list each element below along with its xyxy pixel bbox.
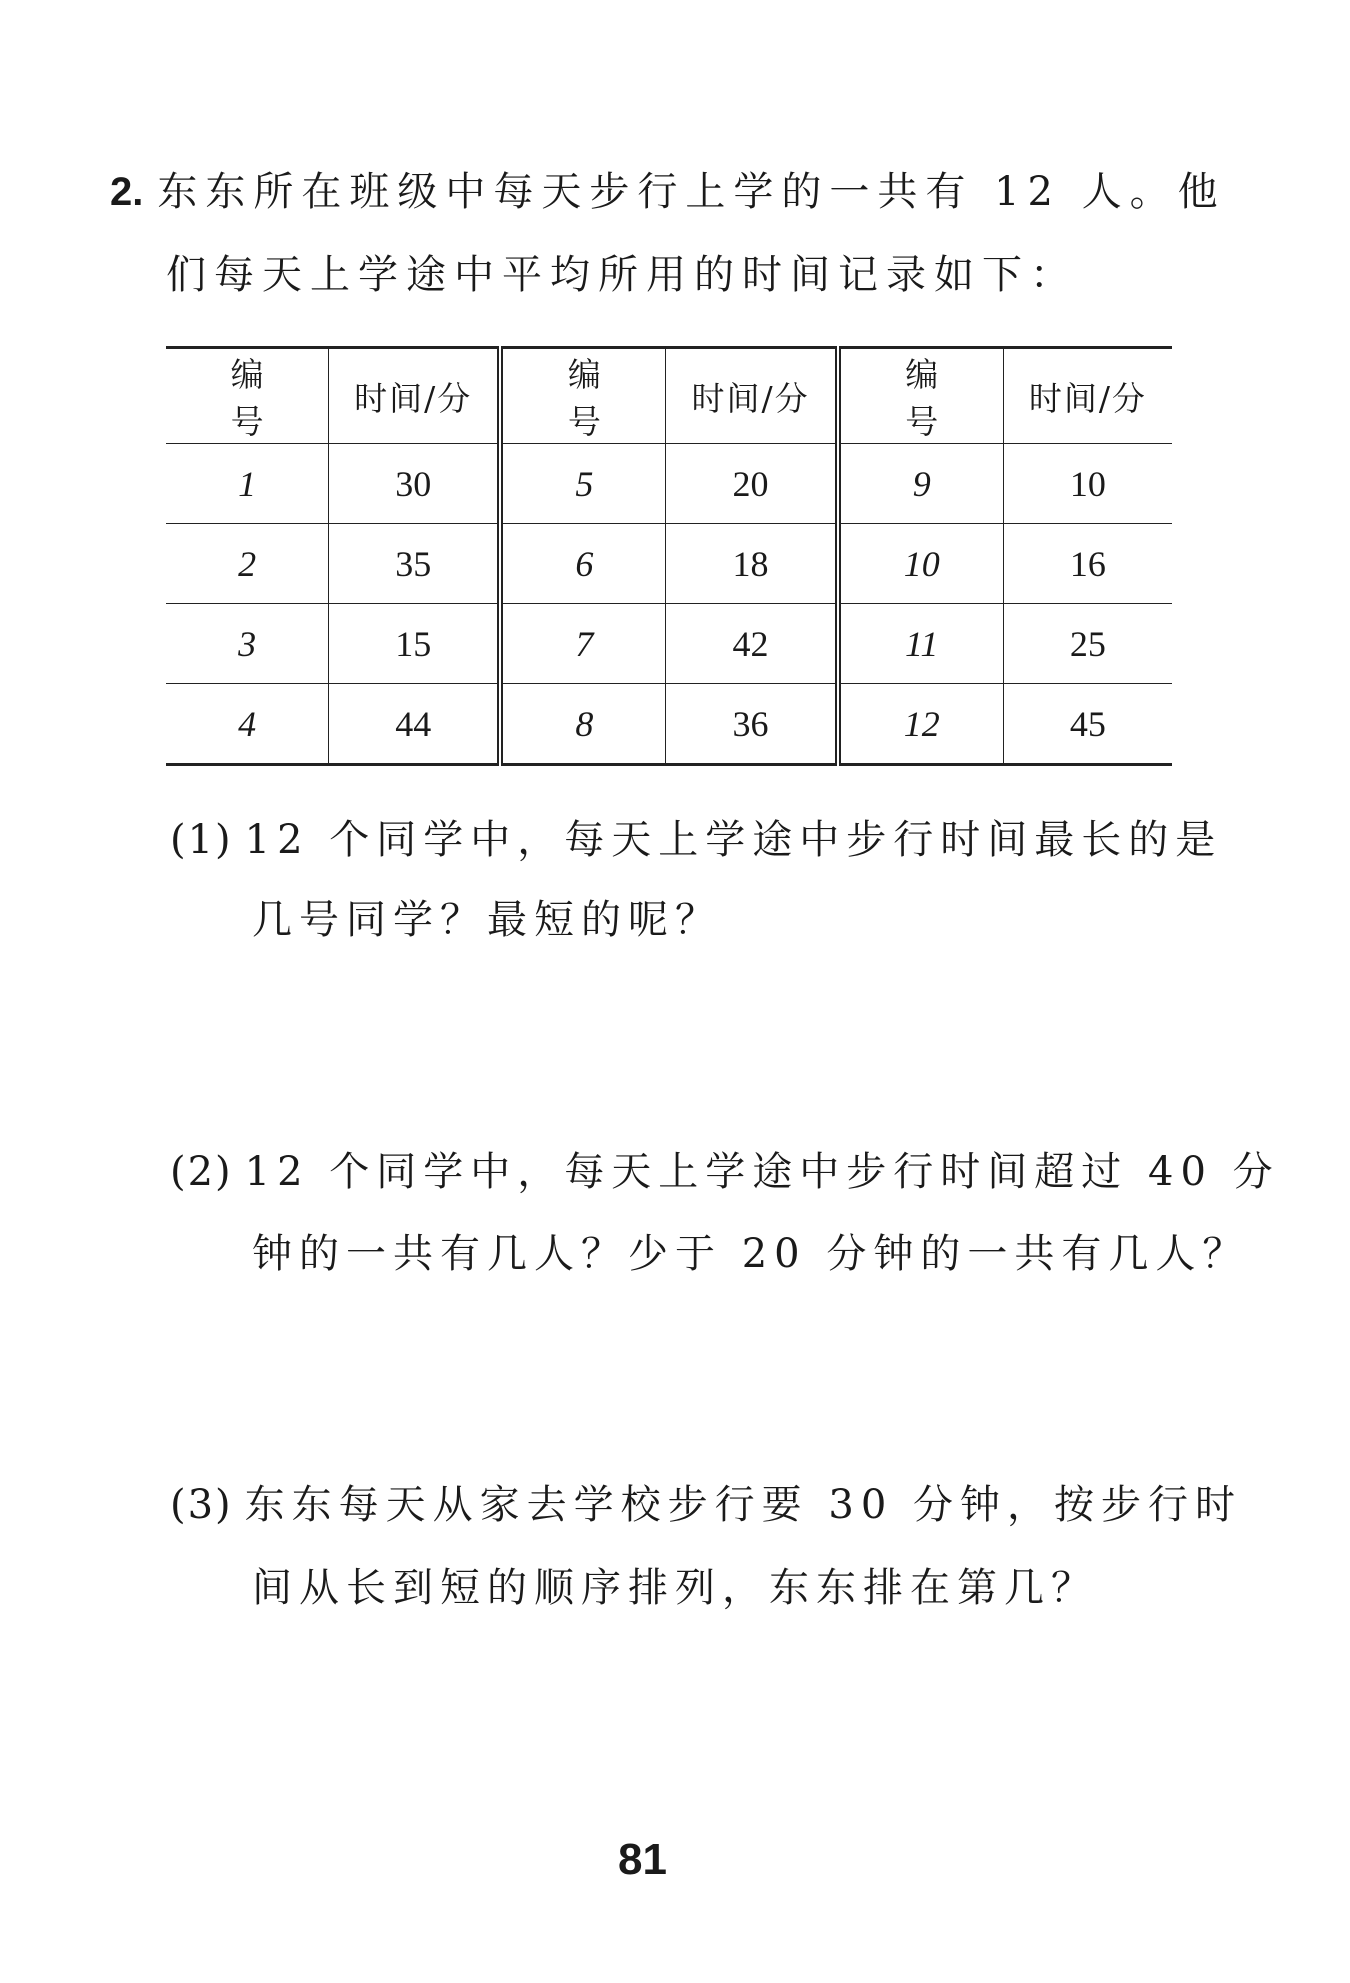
table-row	[166, 604, 1172, 684]
time-cell: 15	[329, 604, 501, 684]
question-3-number: (3)	[170, 1482, 233, 1528]
question-3-line-2: 间从长到短的顺序排列，东东排在第几？	[252, 1565, 1098, 1611]
table-header-id-3: 编 号	[838, 348, 1004, 444]
student-id-cell: 1	[166, 444, 329, 524]
question-2-number: (2)	[170, 1149, 233, 1195]
table-row	[166, 524, 1172, 604]
problem-number: 2.	[110, 170, 144, 214]
table-header-time-3: 时间/分	[1003, 348, 1172, 444]
table-header-id-2: 编 号	[500, 348, 666, 444]
time-cell: 20	[666, 444, 838, 524]
student-id-cell: 7	[500, 604, 666, 684]
time-cell: 16	[1003, 524, 1172, 604]
student-id-cell: 4	[166, 684, 329, 765]
student-id-cell: 6	[500, 524, 666, 604]
table-header-time-1: 时间/分	[329, 348, 501, 444]
walking-time-table	[166, 346, 1172, 766]
student-id-cell: 9	[838, 444, 1004, 524]
problem-text-1: 东东所在班级中每天步行上学的一共有 12 人。他	[157, 169, 1226, 215]
student-id-cell: 5	[500, 444, 666, 524]
question-1-number: (1)	[170, 817, 233, 863]
table-header-row	[166, 348, 1172, 444]
time-cell: 45	[1003, 684, 1172, 765]
table-row	[166, 684, 1172, 765]
student-id-cell: 3	[166, 604, 329, 684]
problem-statement-line-1	[110, 160, 1226, 217]
time-cell: 18	[666, 524, 838, 604]
student-id-cell: 8	[500, 684, 666, 765]
student-id-cell: 10	[838, 524, 1004, 604]
time-cell: 35	[329, 524, 501, 604]
question-2-text-1: 12 个同学中，每天上学途中步行时间超过 40 分	[244, 1149, 1280, 1195]
question-2-line-1	[170, 1140, 1280, 1197]
question-2-line-2: 钟的一共有几人？少于 20 分钟的一共有几人？	[252, 1231, 1250, 1277]
question-3-text-1: 东东每天从家去学校步行要 30 分钟，按步行时	[244, 1482, 1242, 1528]
student-id-cell: 12	[838, 684, 1004, 765]
time-cell: 36	[666, 684, 838, 765]
table-header-id-1: 编 号	[166, 348, 329, 444]
question-1-line-1	[170, 808, 1222, 865]
table-row	[166, 444, 1172, 524]
student-id-cell: 2	[166, 524, 329, 604]
time-cell: 25	[1003, 604, 1172, 684]
question-1-text-1: 12 个同学中，每天上学途中步行时间最长的是	[244, 817, 1223, 863]
question-3-line-1	[170, 1473, 1242, 1530]
time-cell: 30	[329, 444, 501, 524]
student-id-cell: 11	[838, 604, 1004, 684]
question-1-line-2: 几号同学？最短的呢？	[252, 897, 722, 943]
time-cell: 44	[329, 684, 501, 765]
page-number: 81	[618, 1835, 667, 1884]
time-cell: 42	[666, 604, 838, 684]
problem-statement-line-2: 们每天上学途中平均所用的时间记录如下：	[166, 252, 1078, 298]
table-header-time-2: 时间/分	[666, 348, 838, 444]
time-cell: 10	[1003, 444, 1172, 524]
